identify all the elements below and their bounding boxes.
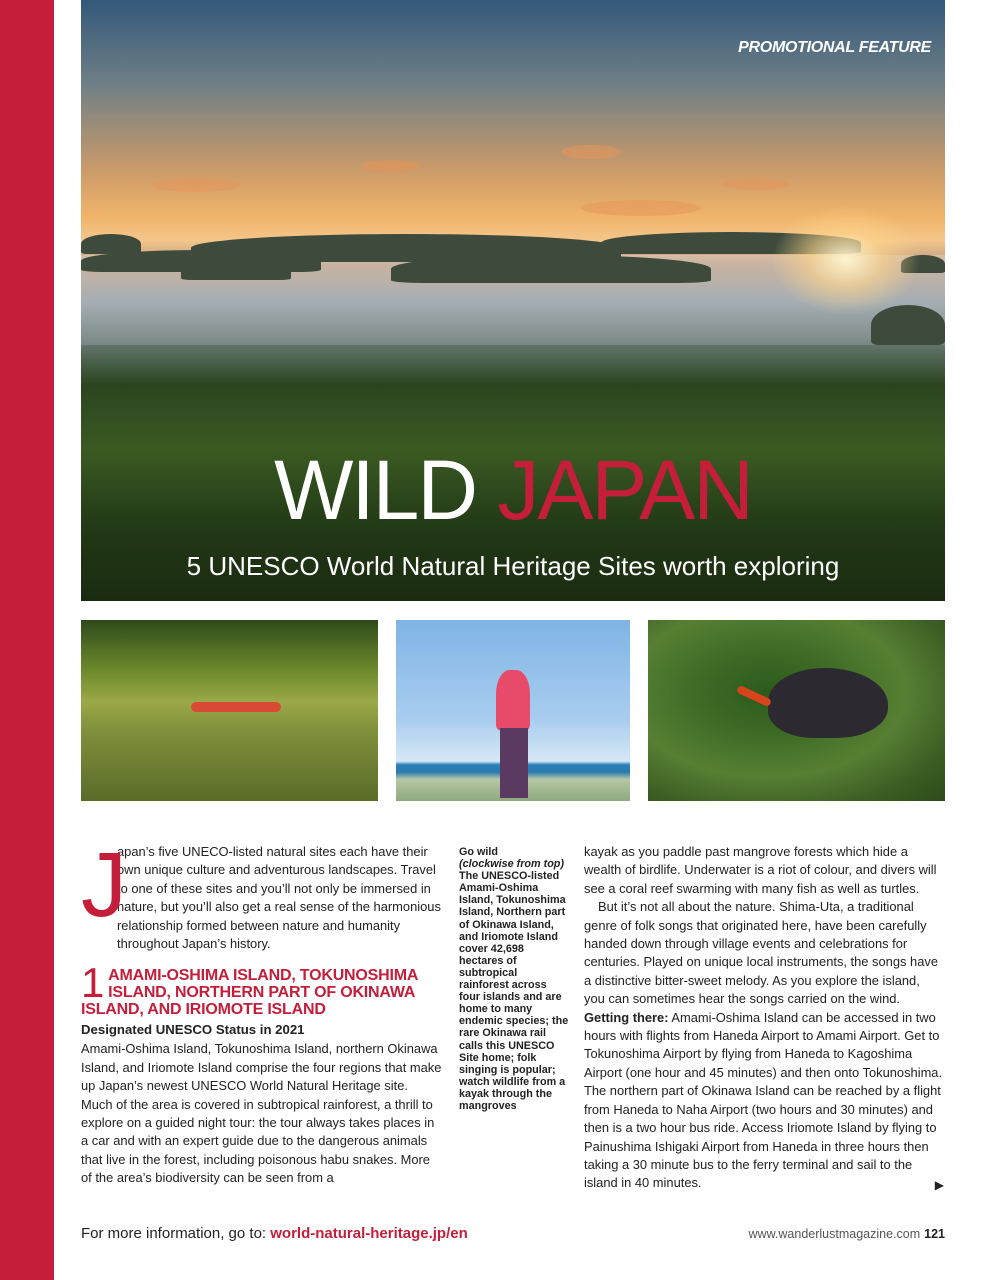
promo-label: PROMOTIONAL FEATURE xyxy=(738,39,931,56)
bird-beak-shape xyxy=(736,685,772,707)
designation-status: Designated UNESCO Status in 2021 xyxy=(81,1022,305,1038)
title-japan: JAPAN xyxy=(497,443,752,537)
getting-there-label: Getting there: xyxy=(584,1009,669,1025)
accent-sidebar xyxy=(0,0,54,1280)
section-number: 1 xyxy=(81,959,105,1007)
caption-direction: (clockwise from top) xyxy=(459,858,564,871)
page-subtitle: 5 UNESCO World Natural Heritage Sites worth exploring xyxy=(186,551,840,581)
intro-paragraph xyxy=(81,834,443,953)
page-number: 121 xyxy=(924,1227,945,1241)
cloud-shape xyxy=(361,160,421,172)
paragraph-getting-there xyxy=(584,1009,944,1193)
column-right xyxy=(584,843,944,1193)
cloud-shape xyxy=(721,178,791,190)
hero-image xyxy=(81,0,945,601)
bird-shape xyxy=(768,668,888,738)
mangrove-kayak-photo xyxy=(81,620,378,801)
caption-text: The UNESCO-listed Amami-Oshima Island, Tokunoshima Island, Northern part of Okinawa Island, and Iriomote Island cover 42,698 hectares of subtropical rainforest across four islands and are home to many endemic species; the rare Okinawa rail calls this UNESCO Site home; folk singing is popular; watch wildlife from a kayak through the mangroves xyxy=(459,870,569,1112)
section-heading xyxy=(81,959,443,1019)
footer-info-link[interactable]: world-natural-heritage.jp/en xyxy=(270,1225,468,1242)
continue-arrow-icon: ▶ xyxy=(934,1178,944,1193)
footer-info xyxy=(81,1225,468,1242)
island-shape xyxy=(391,255,711,283)
singer-shape xyxy=(496,670,530,730)
cloud-shape xyxy=(561,145,621,159)
section-body: Amami-Oshima Island, Tokunoshima Island, northern Okinawa Island, and Iriomote Island comprise the four regions that make up Japan’s newest UNESCO World Natural Heritage site. Much of the area is covered in subtropical rainforest, a thrill to explore on a guided night tour: the tour always takes places in a car and with an expert guide due to the dangerous animals that live in the forest, including poisonous habu snakes. More of the area’s biodiversity can be seen from a xyxy=(81,1041,442,1186)
okinawa-rail-photo xyxy=(648,620,945,801)
island-shape xyxy=(181,262,291,280)
footer-site-url: www.wanderlustmagazine.com xyxy=(748,1227,921,1241)
footer-info-prefix: For more information, go to: xyxy=(81,1225,271,1242)
footer-site xyxy=(749,1227,945,1241)
kayak-shape xyxy=(191,702,281,712)
cloud-shape xyxy=(581,200,701,216)
paragraph-shima-uta: But it’s not all about the nature. Shima-Uta, a traditional genre of folk songs that originated here, have been carefully handed down through village events and celebrations for centuries. Played on unique local instruments, the songs have a distinctive bitter-sweet melody. As you explore the island, you can sometimes hear the songs carried on the wind. xyxy=(584,899,938,1007)
page-title xyxy=(81,443,945,537)
column-left xyxy=(81,834,443,1188)
paragraph-kayak: kayak as you paddle past mangrove forests which hide a wealth of birdlife. Underwater is a riot of colour, and divers will see a coral reef swarming with many fish as well as turtles. xyxy=(584,844,937,896)
caption-heading: Go wild xyxy=(459,846,498,858)
cloud-shape xyxy=(151,178,241,192)
intro-text: apan’s five UNECO-listed natural sites each have their own unique culture and adventurous landscapes. Travel to one of these sites and you’ll not only be immersed in nature, but you’ll also get a real sense of the harmonious relationship formed between nature and humanity throughout Japan’s history. xyxy=(117,844,441,952)
singer-skirt-shape xyxy=(500,728,528,798)
drop-cap: J xyxy=(81,834,127,936)
getting-there-text: Amami-Oshima Island can be accessed in two hours with flights from Haneda Airport to Amami Airport. Get to Tokunoshima Airport by flying from Haneda to Kagoshima Airport (one hour and 45 minutes) and then onto Tokunoshima. The northern part of Okinawa Island can be reached by a flight from Haneda to Naha Airport (two hours and 30 minutes) and then is a two hour bus ride. Access Iriomote Island by flying to Painushima Ishigaki Airport from Haneda in three hours then taking a 30 minute bus to the ferry terminal and sail to the island in 40 minutes. xyxy=(584,1009,943,1191)
folk-singer-photo xyxy=(396,620,630,801)
island-shape xyxy=(871,305,945,345)
photo-caption xyxy=(459,846,569,1112)
title-wild: WILD xyxy=(274,443,477,537)
sun-glow xyxy=(771,205,921,315)
section-heading-text: AMAMI-OSHIMA ISLAND, TOKUNOSHIMA ISLAND, NORTHERN PART OF OKINAWA ISLAND, AND IRIOMOTE ISLAND xyxy=(81,967,418,1019)
